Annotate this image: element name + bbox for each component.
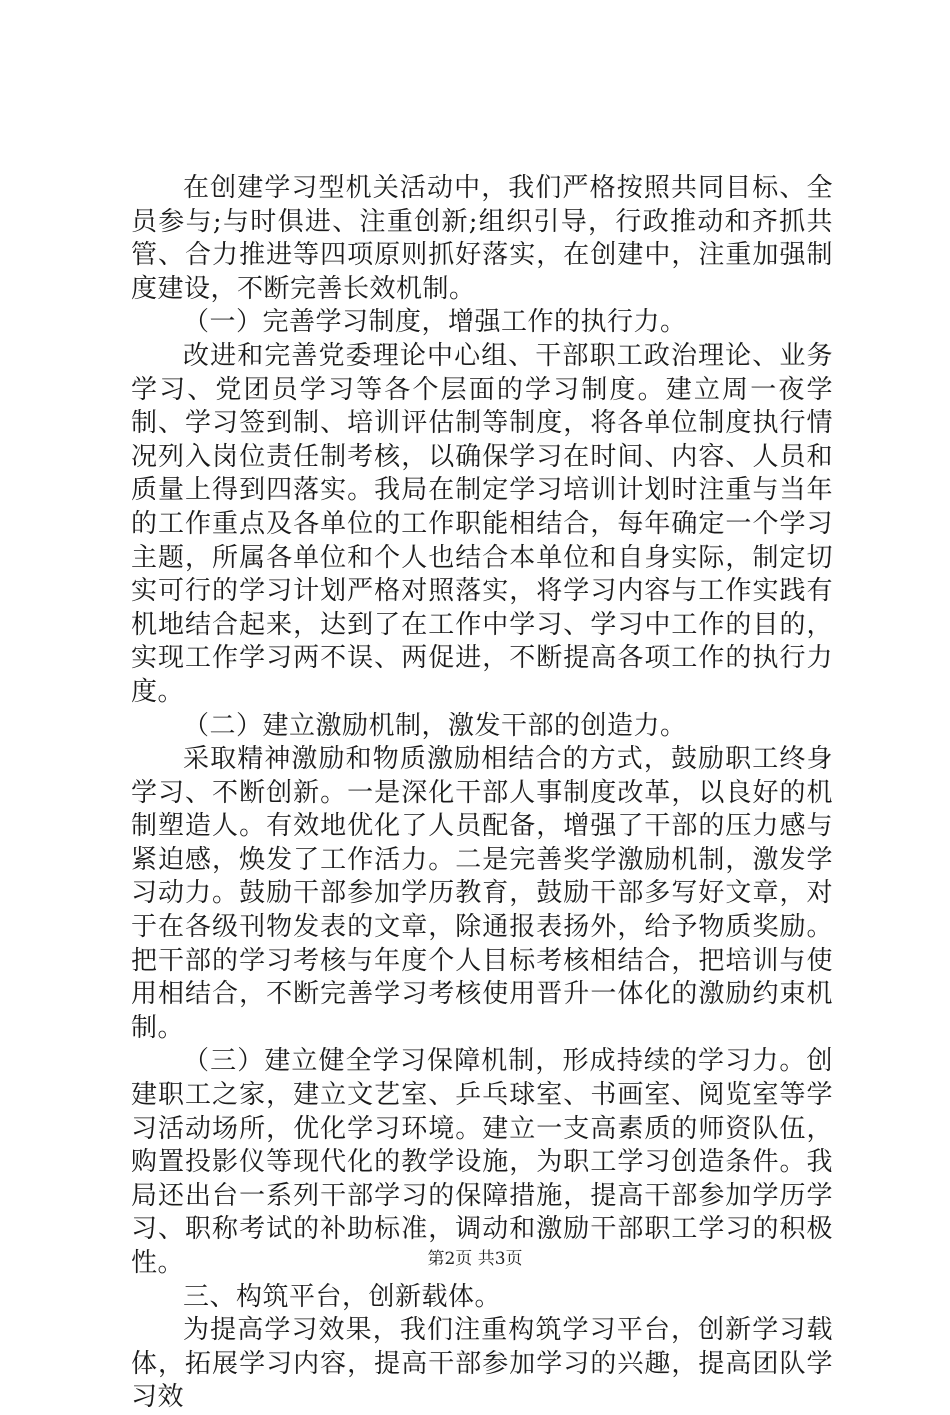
- paragraph-part-3: 为提高学习效果，我们注重构筑学习平台，创新学习载体，拓展学习内容，提高干部参加学习的兴趣，提高团队学习效: [131, 1315, 833, 1413]
- heading-part-3: 三、构筑平台，创新载体。: [183, 1281, 502, 1312]
- heading-section-2: （二）建立激励机制，激发干部的创造力。: [183, 710, 687, 741]
- paragraph-intro: 在创建学习型机关活动中，我们严格按照共同目标、全员参与;与时俱进、注重创新;组织引导，行政推动和齐抓共管、合力推进等四项原则抓好落实，在创建中，注重加强制度建设，不断完善长效机制。: [131, 173, 833, 304]
- paragraph-section-2: 采取精神激励和物质激励相结合的方式，鼓励职工终身学习、不断创新。一是深化干部人事制度改革，以良好的机制塑造人。有效地优化了人员配备，增强了干部的压力感与紧迫感，焕发了工作活力。二是完善奖学激励机制，激发学习动力。鼓励干部参加学历教育，鼓励干部多写好文章，对于在各级刊物发表的文章，除通报表扬外，给予物质奖励。把干部的学习考核与年度个人目标考核相结合，把培训与使用相结合，不断完善学习考核使用晋升一体化的激励约束机制。: [131, 744, 833, 1043]
- page-number-footer: 第2页 共3页: [427, 1249, 523, 1269]
- document-body: [131, 172, 833, 1415]
- heading-section-1: （一）完善学习制度，增强工作的执行力。: [183, 307, 687, 338]
- paragraph-section-1: 改进和完善党委理论中心组、干部职工政治理论、业务学习、党团员学习等各个层面的学习制度。建立周一夜学制、学习签到制、培训评估制等制度，将各单位制度执行情况列入岗位责任制考核，以确保学习在时间、内容、人员和质量上得到四落实。我局在制定学习培训计划时注重与当年的工作重点及各单位的工作职能相结合，每年确定一个学习主题，所属各单位和个人也结合本单位和自身实际，制定切实可行的学习计划严格对照落实，将学习内容与工作实践有机地结合起来，达到了在工作中学习、学习中工作的目的，实现工作学习两不误、两促进，不断提高各项工作的执行力度。: [131, 340, 833, 707]
- paragraph-section-3: （三）建立健全学习保障机制，形成持续的学习力。创建职工之家，建立文艺室、乒乓球室、书画室、阅览室等学习活动场所，优化学习环境。建立一支高素质的师资队伍，购置投影仪等现代化的教学设施，为职工学习创造条件。我局还出台一系列干部学习的保障措施，提高干部参加学历学习、职称考试的补助标准，调动和激励干部职工学习的积极性。: [131, 1046, 833, 1278]
